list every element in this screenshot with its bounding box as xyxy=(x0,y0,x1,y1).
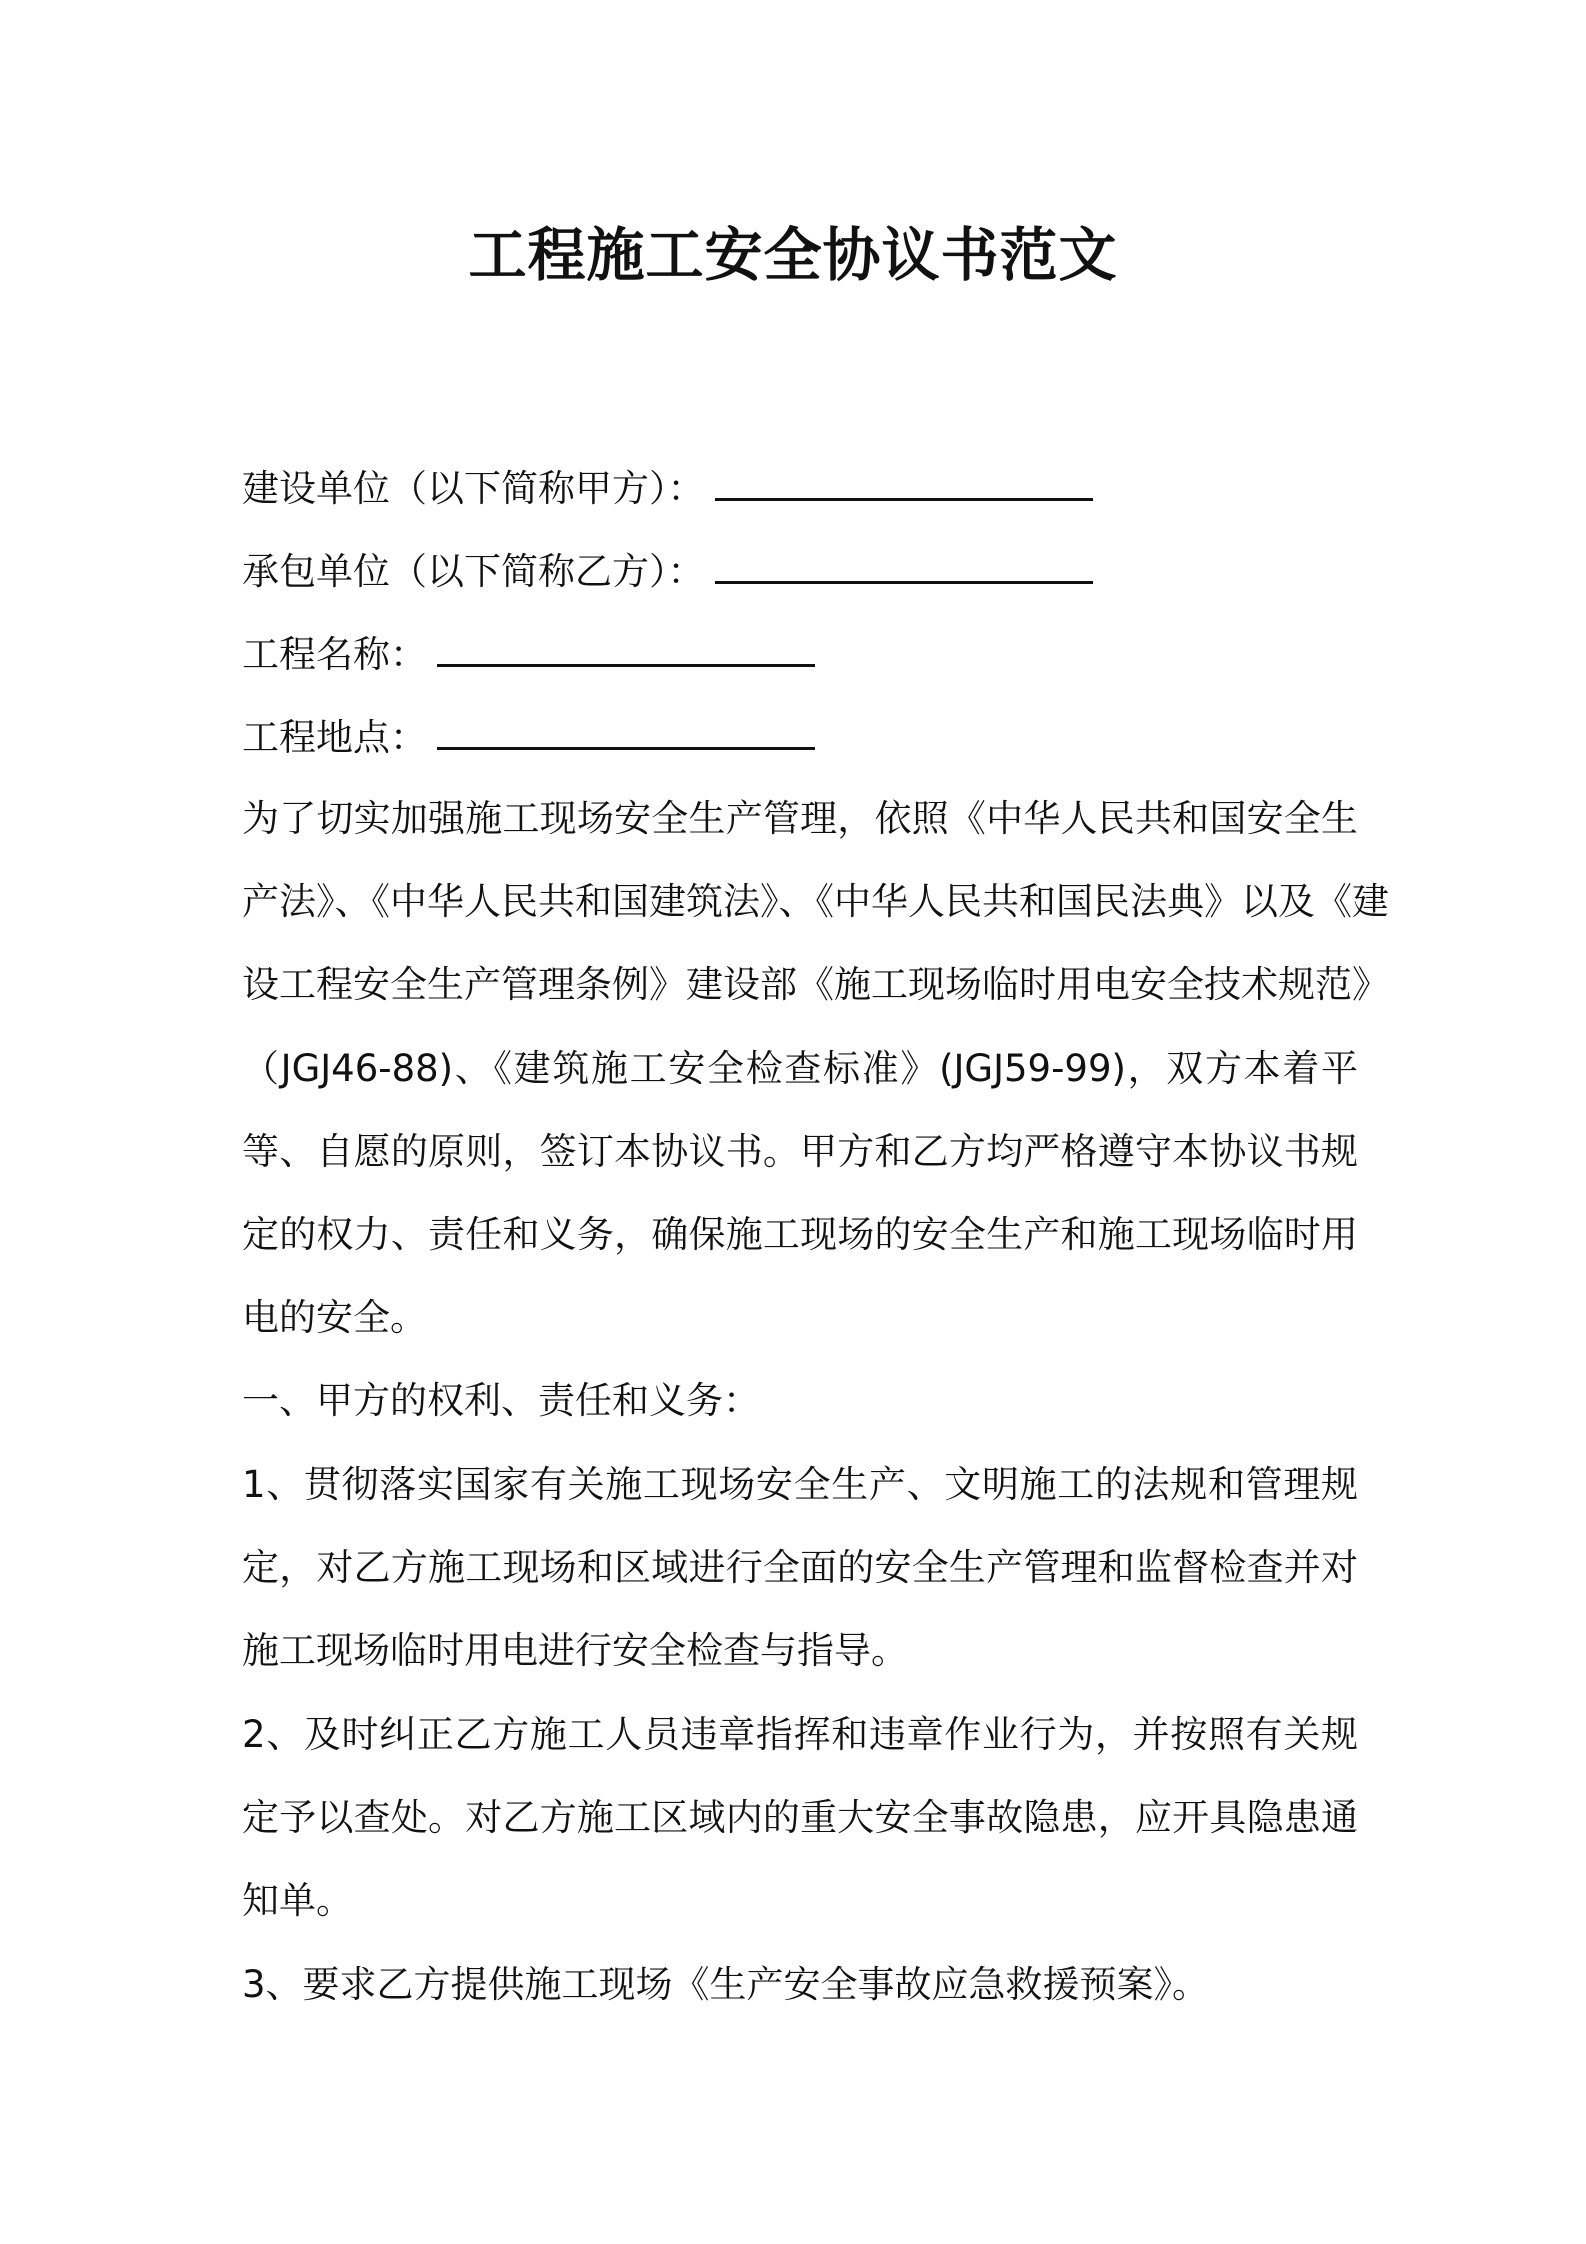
intro-line: 电的安全。 xyxy=(242,1296,427,1339)
item-line: 定，对乙方施工现场和区域进行全面的安全生产管理和监督检查并对 xyxy=(242,1546,1358,1589)
field-label: 工程地点： xyxy=(242,716,427,759)
blank-line xyxy=(715,462,1093,501)
intro-line: 为了切实加强施工现场安全生产管理，依照《中华人民共和国安全生 xyxy=(242,797,1358,840)
section-heading: 一、甲方的权利、责任和义务： xyxy=(242,1379,760,1422)
item-line: 定予以查处。对乙方施工区域内的重大安全事故隐患，应开具隐患通 xyxy=(242,1796,1358,1839)
intro-line: （JGJ46-88)、《建筑施工安全检查标准》(JGJ59-99)，双方本着平 xyxy=(242,1047,1358,1090)
field-contractor xyxy=(242,545,1093,597)
document-title: 工程施工安全协议书范文 xyxy=(468,221,1118,289)
field-label: 工程名称： xyxy=(242,633,427,676)
field-project-name xyxy=(242,628,815,680)
item-line: 施工现场临时用电进行安全检查与指导。 xyxy=(242,1629,908,1672)
field-project-location xyxy=(242,711,815,763)
intro-line: 等、自愿的原则，签订本协议书。甲方和乙方均严格遵守本协议书规 xyxy=(242,1130,1358,1173)
field-employer xyxy=(242,462,1093,514)
intro-line: 定的权力、责任和义务，确保施工现场的安全生产和施工现场临时用 xyxy=(242,1213,1358,1256)
blank-line xyxy=(437,628,815,667)
blank-line xyxy=(437,711,815,750)
item-line: 知单。 xyxy=(242,1879,353,1922)
field-label: 建设单位（以下简称甲方）： xyxy=(242,467,705,510)
field-label: 承包单位（以下简称乙方）： xyxy=(242,550,705,593)
item-line: 3、要求乙方提供施工现场《生产安全事故应急救援预案》。 xyxy=(242,1963,1210,2006)
item-line: 2、及时纠正乙方施工人员违章指挥和违章作业行为，并按照有关规 xyxy=(242,1713,1358,1756)
intro-line: 产法》、《中华人民共和国建筑法》、《中华人民共和国民法典》以及《建 xyxy=(242,880,1389,923)
intro-line: 设工程安全生产管理条例》建设部《施工现场临时用电安全技术规范》 xyxy=(242,963,1389,1006)
item-line: 1、贯彻落实国家有关施工现场安全生产、文明施工的法规和管理规 xyxy=(242,1463,1358,1506)
blank-line xyxy=(715,545,1093,584)
